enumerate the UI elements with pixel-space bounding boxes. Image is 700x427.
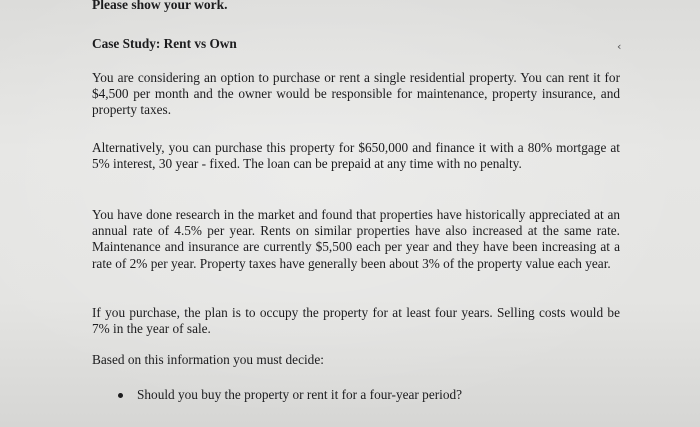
bullet-item [118,387,462,403]
paragraph-purchase-option: Alternatively, you can purchase this property for $650,000 and finance it with a 80% mortgage at 5% interest, 30 year - fixed. The loan can be prepaid at any time with no penalty. [92,140,620,172]
paragraph-holding-plan: If you purchase, the plan is to occupy the property for at least four years. Selling costs would be 7% in the year of sale. [92,305,620,337]
case-study-title: Case Study: Rent vs Own [92,36,237,51]
paragraph-decision-intro: Based on this information you must decide: [92,352,324,367]
instruction-heading: Please show your work. [92,0,228,12]
margin-mark: ‹ [617,40,622,53]
paragraph-rent-option: You are considering an option to purchase or rent a single residential property. You can rent it for $4,500 per month and the owner would be responsible for maintenance, property insurance, and property taxes. [92,70,620,118]
bullet-dot-icon [118,393,123,398]
paragraph-market-research: You have done research in the market and found that properties have historically appreciated at an annual rate of 4.5% per year. Rents on similar properties have also increased at the same rate. Maintenance and insurance are currently $5,500 each per year and they have been increasing at a rate of 2% per year. Property taxes have generally been about 3% of the property value each year. [92,207,620,271]
bullet-text: Should you buy the property or rent it for a four-year period? [137,387,463,402]
